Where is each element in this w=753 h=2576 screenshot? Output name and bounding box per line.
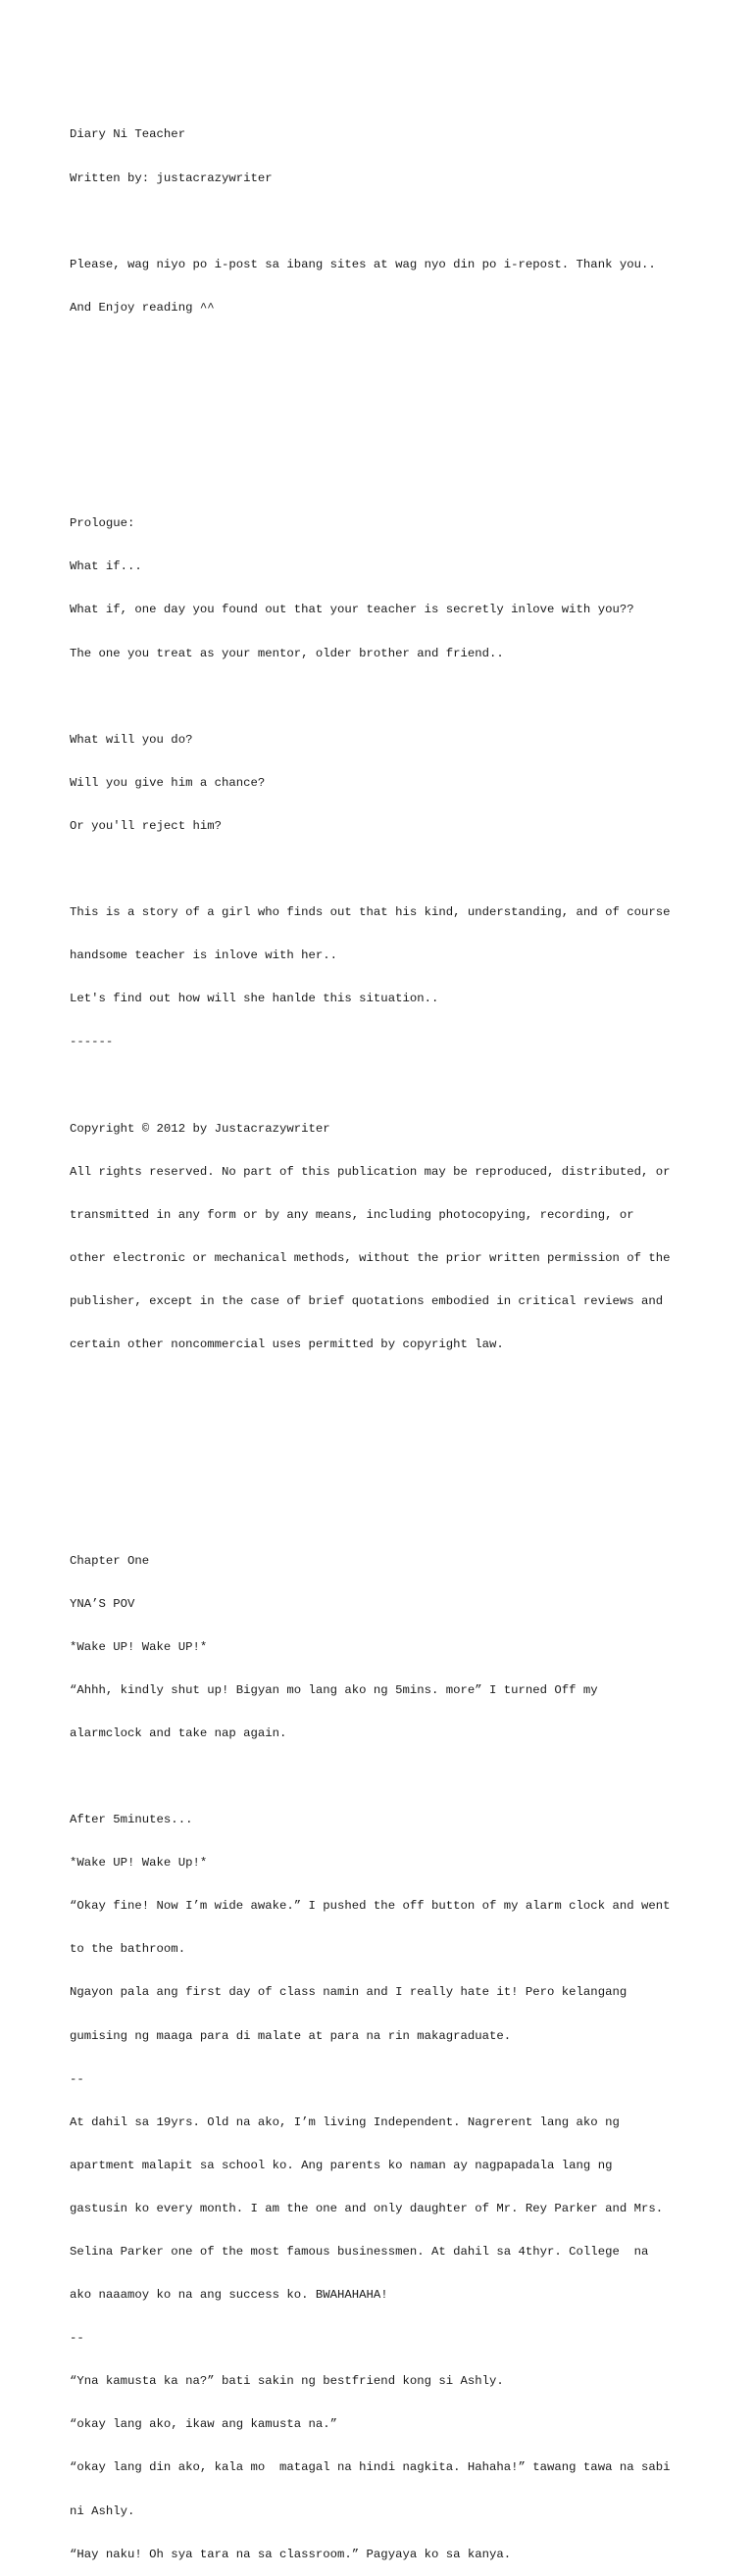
blank-line bbox=[70, 215, 717, 229]
chapter-line: After 5minutes... bbox=[70, 1813, 193, 1827]
blank-line bbox=[70, 430, 717, 445]
chapter-line: gumising ng maaga para di malate at para na rin makagraduate. bbox=[70, 2028, 512, 2043]
chapter-line: “Ahhh, kindly shut up! Bigyan mo lang ako ng 5mins. more” I turned Off my bbox=[70, 1682, 598, 1697]
chapter-line: ako naaamoy ko na ang success ko. BWAHAHAHA! bbox=[70, 2288, 388, 2303]
chapter-line: *Wake UP! Wake Up!* bbox=[70, 1856, 208, 1871]
prologue-line: What if, one day you found out that your teacher is secretly inlove with you?? bbox=[70, 603, 634, 617]
blank-line bbox=[70, 1078, 717, 1093]
blank-line bbox=[70, 862, 717, 877]
notice-line: And Enjoy reading ^^ bbox=[70, 300, 215, 315]
blank-line bbox=[70, 1381, 717, 1395]
chapter-heading: Chapter One bbox=[70, 1553, 150, 1568]
prologue-line: Or you'll reject him? bbox=[70, 818, 222, 833]
copyright-line: certain other noncommercial uses permitted by copyright law. bbox=[70, 1337, 504, 1352]
copyright-line: transmitted in any form or by any means, including photocopying, recording, or bbox=[70, 1207, 634, 1222]
blank-line bbox=[70, 1424, 717, 1438]
separator-line: ------ bbox=[70, 1035, 114, 1049]
notice-line: Please, wag niyo po i-post sa ibang sites at wag nyo din po i-repost. Thank you.. bbox=[70, 257, 656, 271]
prologue-line: handsome teacher is inlove with her.. bbox=[70, 948, 338, 963]
chapter-line: “okay lang ako, ikaw ang kamusta na.” bbox=[70, 2417, 338, 2432]
copyright-line: All rights reserved. No part of this publication may be reproduced, distributed, or bbox=[70, 1164, 671, 1179]
chapter-line: “Yna kamusta ka na?” bati sakin ng bestfriend kong si Ashly. bbox=[70, 2374, 504, 2389]
blank-line bbox=[70, 473, 717, 488]
pov-label: YNA’S POV bbox=[70, 1596, 135, 1611]
blank-line bbox=[70, 1770, 717, 1784]
chapter-line: At dahil sa 19yrs. Old na ako, I’m living Independent. Nagrerent lang ako ng bbox=[70, 2114, 620, 2129]
chapter-line: “Hay naku! Oh sya tara na sa classroom.” Pagyaya ko sa kanya. bbox=[70, 2547, 512, 2561]
scene-break: -- bbox=[70, 2071, 84, 2086]
doc-author: Written by: justacrazywriter bbox=[70, 170, 273, 185]
prologue-line: What if... bbox=[70, 559, 142, 574]
document-body bbox=[70, 99, 717, 2576]
blank-line bbox=[70, 690, 717, 705]
chapter-line: Ngayon pala ang first day of class namin and I really hate it! Pero kelangang bbox=[70, 1985, 628, 2000]
blank-line bbox=[70, 1510, 717, 1525]
copyright-heading: Copyright © 2012 by Justacrazywriter bbox=[70, 1121, 330, 1136]
blank-line bbox=[70, 1467, 717, 1482]
doc-title: Diary Ni Teacher bbox=[70, 127, 186, 142]
chapter-line: *Wake UP! Wake UP!* bbox=[70, 1639, 208, 1654]
chapter-line: alarmclock and take nap again. bbox=[70, 1725, 287, 1740]
blank-line bbox=[70, 387, 717, 402]
chapter-line: Selina Parker one of the most famous businessmen. At dahil sa 4thyr. College na bbox=[70, 2245, 649, 2259]
prologue-line: Will you give him a chance? bbox=[70, 775, 266, 790]
prologue-heading: Prologue: bbox=[70, 516, 135, 531]
copyright-line: publisher, except in the case of brief quotations embodied in critical reviews and bbox=[70, 1293, 664, 1308]
chapter-line: “okay lang din ako, kala mo matagal na hindi nagkita. Hahaha!” tawang tawa na sabi bbox=[70, 2460, 671, 2475]
chapter-line: apartment malapit sa school ko. Ang parents ko naman ay nagpapadala lang ng bbox=[70, 2158, 613, 2172]
scene-break: -- bbox=[70, 2331, 84, 2346]
prologue-line: This is a story of a girl who finds out that his kind, understanding, and of course bbox=[70, 905, 671, 920]
prologue-line: Let's find out how will she hanlde this situation.. bbox=[70, 992, 439, 1006]
prologue-line: The one you treat as your mentor, older brother and friend.. bbox=[70, 646, 504, 660]
chapter-line: to the bathroom. bbox=[70, 1942, 186, 1957]
chapter-line: gastusin ko every month. I am the one and only daughter of Mr. Rey Parker and Mrs. bbox=[70, 2201, 664, 2215]
blank-line bbox=[70, 344, 717, 359]
copyright-line: other electronic or mechanical methods, without the prior written permission of the bbox=[70, 1250, 671, 1265]
chapter-line: ni Ashly. bbox=[70, 2503, 135, 2518]
chapter-line: “Okay fine! Now I’m wide awake.” I pushed the off button of my alarm clock and went bbox=[70, 1899, 671, 1914]
prologue-line: What will you do? bbox=[70, 732, 193, 747]
